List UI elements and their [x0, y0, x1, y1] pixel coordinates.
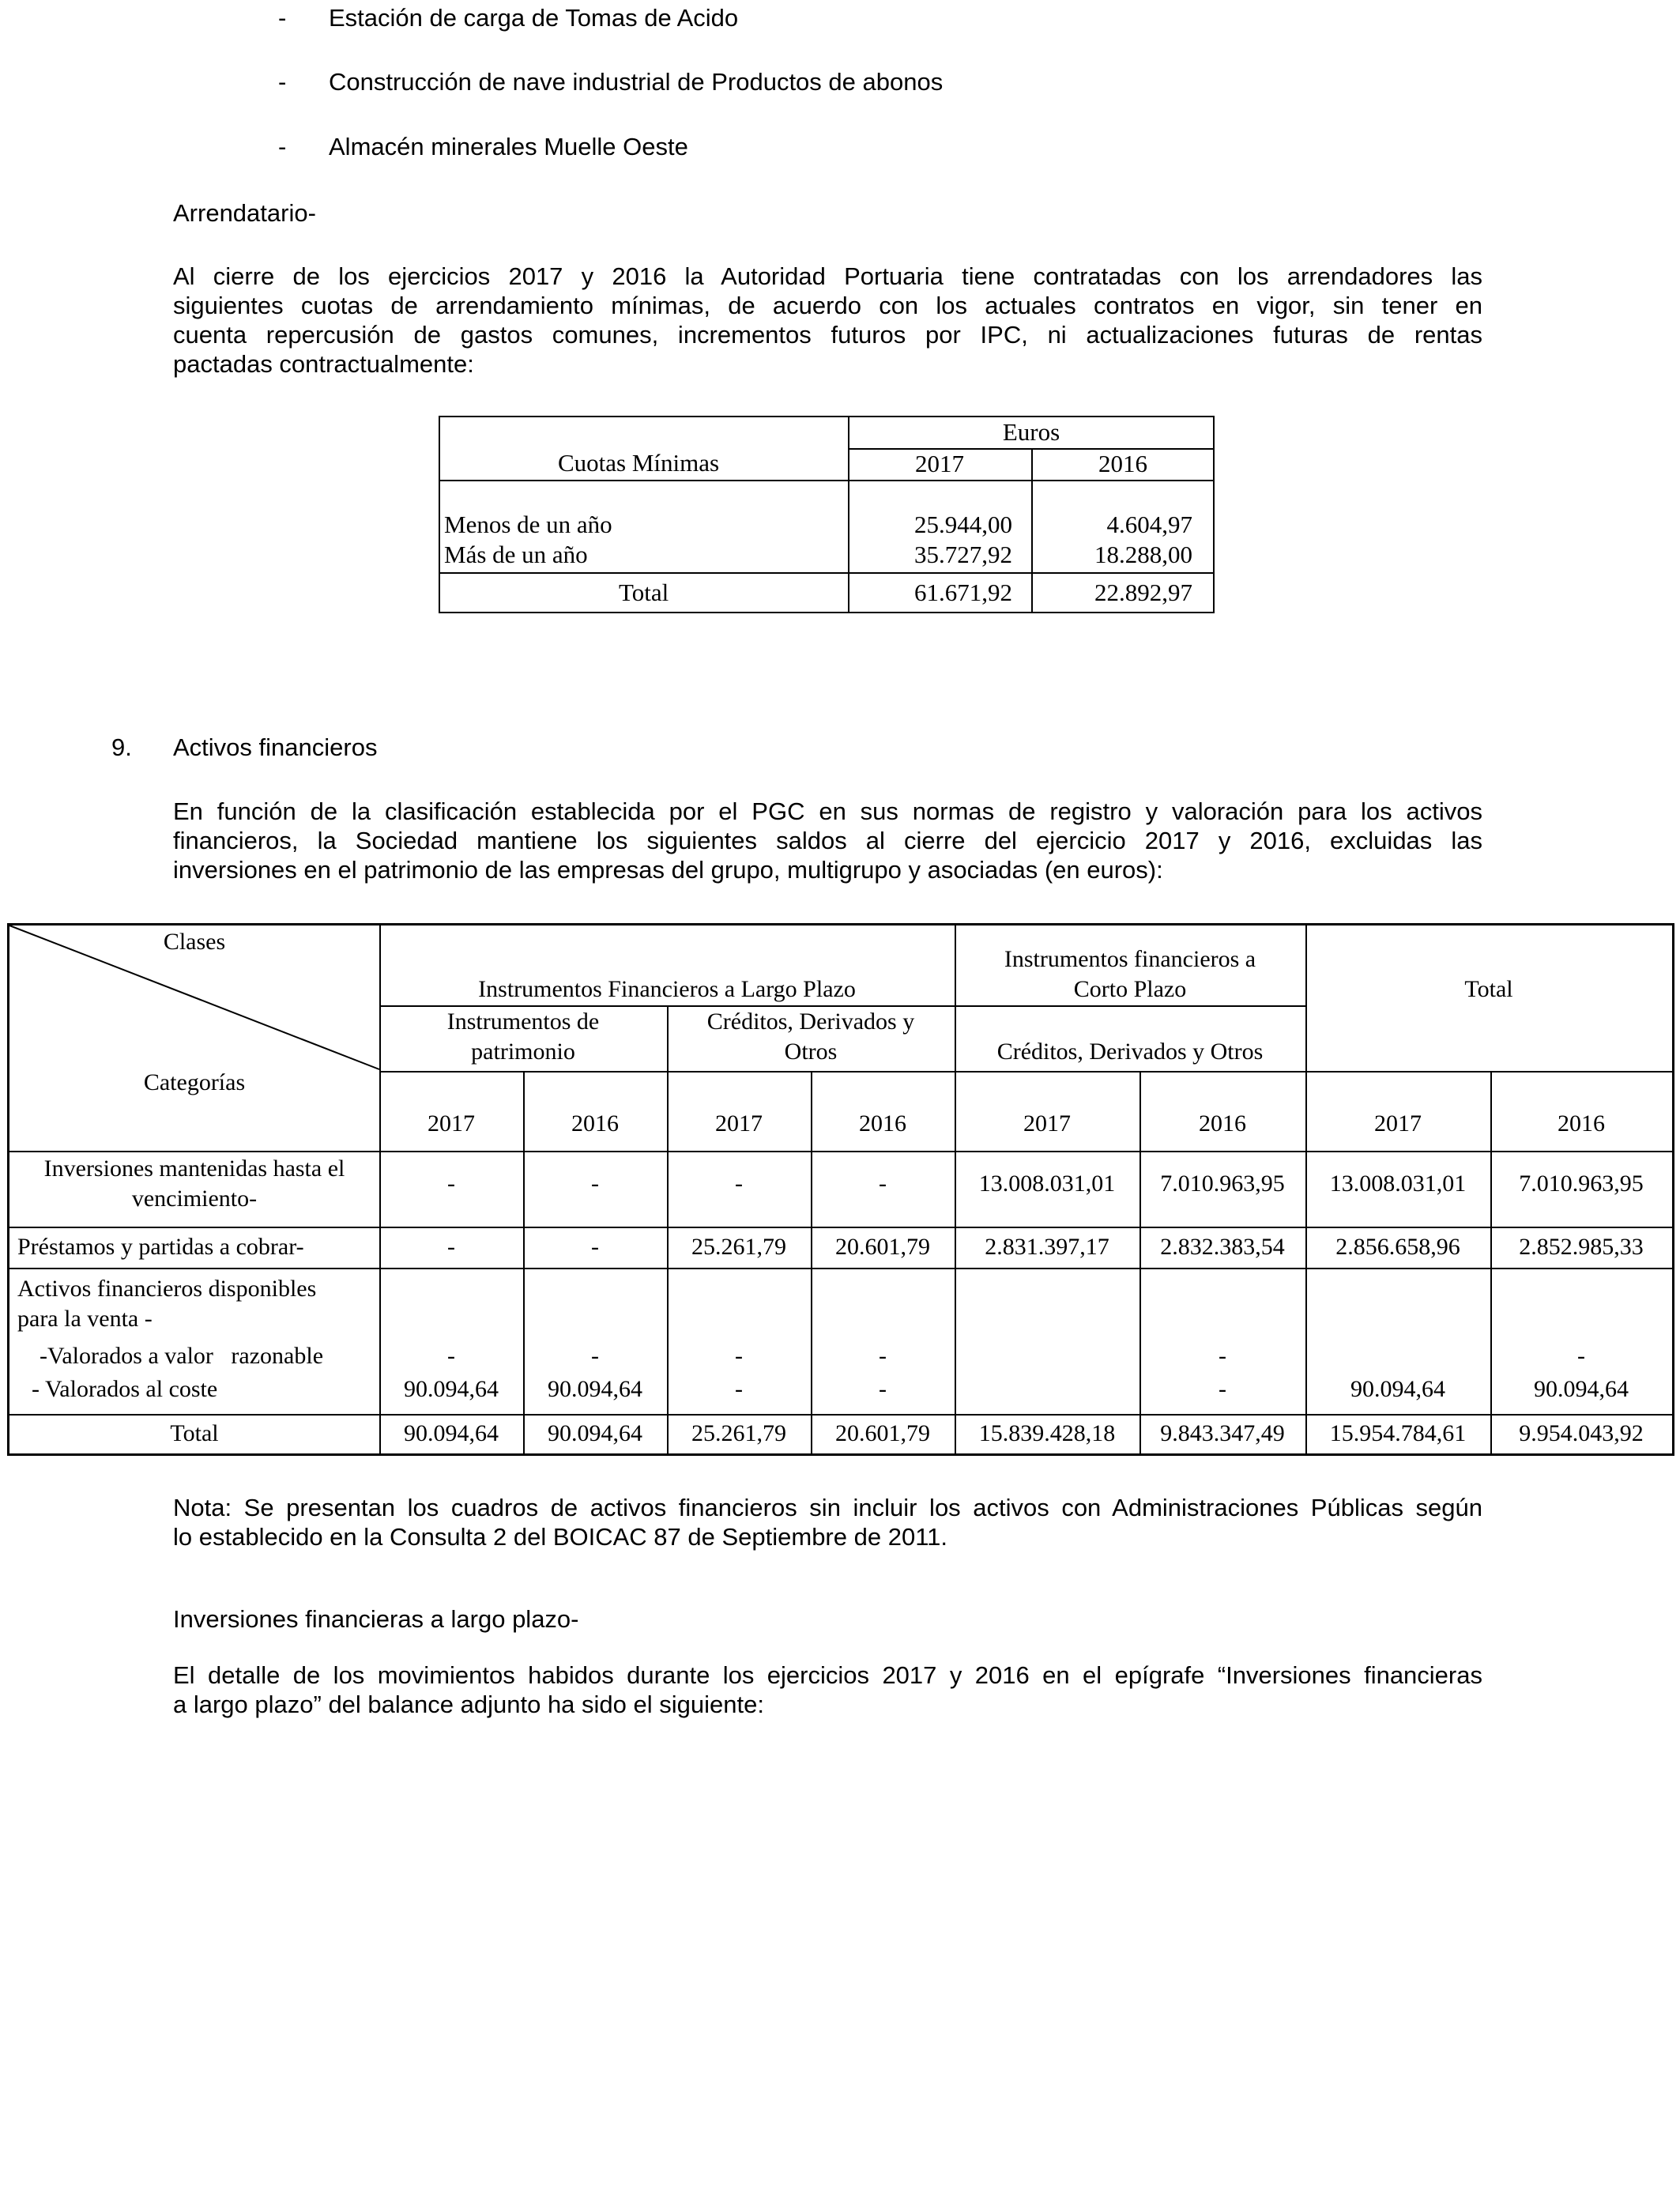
- inversiones-heading: Inversiones financieras a largo plazo-: [173, 1605, 579, 1633]
- row-label: Préstamos y partidas a cobrar-: [17, 1234, 304, 1260]
- cell-value: -: [591, 1343, 599, 1369]
- paragraph-line: En función de la clasificación establecida por el PGC en sus normas de registro y valoración para los activos: [173, 797, 1482, 825]
- section-number: 9.: [111, 733, 132, 761]
- cell-value: -: [879, 1343, 887, 1369]
- paragraph-line: Al cierre de los ejercicios 2017 y 2016 la Autoridad Portuaria tiene contratadas con los arrendadores las: [173, 262, 1482, 290]
- row-label: vencimiento-: [131, 1186, 258, 1212]
- cell-value: -: [1219, 1343, 1226, 1369]
- total-value: 90.094,64: [548, 1420, 642, 1446]
- table-divider: [9, 1151, 1672, 1152]
- lease-table: [439, 416, 1215, 613]
- cell-value: -: [879, 1376, 887, 1402]
- inversiones-paragraph: [173, 1661, 1482, 1719]
- year-header: 2016: [1558, 1110, 1605, 1137]
- year-header: 2016: [571, 1110, 619, 1137]
- cell-value: -: [447, 1171, 455, 1197]
- paragraph-line: a largo plazo” del balance adjunto ha sido el siguiente:: [173, 1691, 764, 1718]
- section-title: Activos financieros: [173, 733, 378, 761]
- paragraph-line: cuenta repercusión de gastos comunes, incrementos futuros por IPC, ni actualizaciones futuras de rentas: [173, 321, 1482, 349]
- year-header: 2017: [1023, 1110, 1071, 1137]
- cp-header-line2: Corto Plazo: [1073, 976, 1187, 1002]
- lease-year-2017: 2017: [915, 450, 964, 477]
- year-header: 2016: [1199, 1110, 1246, 1137]
- lease-value: 25.944,00: [914, 511, 1012, 538]
- total-value: 9.954.043,92: [1519, 1420, 1644, 1446]
- bullet-text: Almacén minerales Muelle Oeste: [329, 133, 688, 160]
- cell-value: -: [1577, 1343, 1585, 1369]
- bullet-dash: -: [278, 133, 287, 160]
- lease-value: 35.727,92: [914, 541, 1012, 568]
- lease-value: 4.604,97: [1106, 511, 1192, 538]
- lease-total-value: 61.671,92: [914, 579, 1012, 606]
- bullet-text: Estación de carga de Tomas de Acido: [329, 4, 739, 32]
- cp-header-line1: Instrumentos financieros a: [1004, 946, 1256, 972]
- total-label: Total: [170, 1420, 219, 1446]
- paragraph-line: lo establecido en la Consulta 2 del BOICAC 87 de Septiembre de 2011.: [173, 1523, 947, 1551]
- total-header: Total: [1464, 976, 1513, 1002]
- cell-value: -: [735, 1171, 743, 1197]
- cp-sub: Créditos, Derivados y Otros: [996, 1039, 1264, 1065]
- lease-year-2016: 2016: [1098, 450, 1147, 477]
- cell-value: -: [447, 1343, 455, 1369]
- cell-value: 13.008.031,01: [1329, 1171, 1467, 1197]
- table-divider: [440, 480, 1213, 481]
- cell-value: 90.094,64: [548, 1376, 642, 1402]
- year-header: 2017: [1374, 1110, 1422, 1137]
- lease-value: 18.288,00: [1094, 541, 1192, 568]
- arrendatario-paragraph: [173, 262, 1482, 379]
- lease-total-label: Total: [619, 579, 669, 606]
- row-sublabel: - Valorados al coste: [32, 1376, 218, 1402]
- table-divider: [379, 1071, 1672, 1072]
- table-divider: [9, 1227, 1672, 1228]
- row-sublabel: -Valorados a valor razonable: [40, 1343, 324, 1369]
- cell-value: 2.856.658,96: [1335, 1234, 1460, 1260]
- paragraph-line: financieros, la Sociedad mantiene los siguientes saldos al cierre del ejercicio 2017 y 2016, excluidas las: [173, 827, 1482, 854]
- paragraph-line: Nota: Se presentan los cuadros de activos financieros sin incluir los activos con Administraciones Públicas según: [173, 1494, 1482, 1521]
- paragraph-line: El detalle de los movimientos habidos durante los ejercicios 2017 y 2016 en el epígrafe “Inversiones financieras: [173, 1661, 1482, 1689]
- cell-value: 2.832.383,54: [1160, 1234, 1285, 1260]
- table-divider: [440, 572, 1213, 574]
- cell-value: 90.094,64: [404, 1376, 499, 1402]
- cell-value: 7.010.963,95: [1160, 1171, 1285, 1197]
- lease-row-header: Cuotas Mínimas: [558, 449, 720, 477]
- bullet-text: Construcción de nave industrial de Productos de abonos: [329, 68, 944, 96]
- financial-assets-table: [7, 923, 1674, 1456]
- year-header: 2016: [859, 1110, 906, 1137]
- lease-row-label: Menos de un año: [444, 511, 612, 538]
- cell-value: -: [1219, 1376, 1226, 1402]
- cell-value: 90.094,64: [1350, 1376, 1445, 1402]
- year-header: 2017: [715, 1110, 763, 1137]
- lp-sub1-line2: patrimonio: [471, 1039, 575, 1065]
- lease-group-header: Euros: [1002, 418, 1060, 446]
- cell-value: 13.008.031,01: [978, 1171, 1116, 1197]
- corner-categorias: Categorías: [143, 1069, 246, 1095]
- year-header: 2017: [428, 1110, 475, 1137]
- row-label: para la venta -: [17, 1306, 153, 1332]
- bullet-dash: -: [278, 68, 287, 96]
- cell-value: 20.601,79: [835, 1234, 930, 1260]
- lease-total-value: 22.892,97: [1094, 579, 1192, 606]
- corner-clases: Clases: [163, 929, 226, 955]
- cell-value: 2.831.397,17: [985, 1234, 1109, 1260]
- lease-row-label: Más de un año: [444, 541, 588, 568]
- section9-paragraph: [173, 797, 1482, 884]
- cell-value: -: [879, 1171, 887, 1197]
- row-label: Inversiones mantenidas hasta el: [43, 1155, 345, 1182]
- lp-header: Instrumentos Financieros a Largo Plazo: [478, 976, 856, 1002]
- nota-paragraph: [173, 1493, 1482, 1551]
- cell-value: -: [591, 1171, 599, 1197]
- cell-value: 7.010.963,95: [1519, 1171, 1644, 1197]
- lp-sub2-line2: Otros: [784, 1039, 838, 1065]
- paragraph-line: siguientes cuotas de arrendamiento mínimas, de acuerdo con los actuales contratos en vigor, sin tener en: [173, 292, 1482, 319]
- cell-value: -: [447, 1234, 455, 1260]
- paragraph-line: pactadas contractualmente:: [173, 350, 474, 378]
- total-value: 15.839.428,18: [978, 1420, 1116, 1446]
- total-value: 25.261,79: [691, 1420, 786, 1446]
- table-divider: [9, 1414, 1672, 1416]
- total-value: 15.954.784,61: [1329, 1420, 1467, 1446]
- total-value: 90.094,64: [404, 1420, 499, 1446]
- row-label: Activos financieros disponibles: [17, 1276, 317, 1302]
- arrendatario-heading: Arrendatario-: [173, 199, 316, 227]
- cell-value: 90.094,64: [1534, 1376, 1629, 1402]
- cell-value: 25.261,79: [691, 1234, 786, 1260]
- bullet-dash: -: [278, 4, 287, 32]
- lp-sub2-line1: Créditos, Derivados y: [706, 1008, 915, 1035]
- total-value: 20.601,79: [835, 1420, 930, 1446]
- total-value: 9.843.347,49: [1160, 1420, 1285, 1446]
- cell-value: -: [735, 1343, 743, 1369]
- table-divider: [9, 1268, 1672, 1269]
- cell-value: -: [735, 1376, 743, 1402]
- paragraph-line: inversiones en el patrimonio de las empresas del grupo, multigrupo y asociadas (en euros):: [173, 856, 1163, 884]
- lp-sub1-line1: Instrumentos de: [446, 1008, 600, 1035]
- cell-value: -: [591, 1234, 599, 1260]
- cell-value: 2.852.985,33: [1519, 1234, 1644, 1260]
